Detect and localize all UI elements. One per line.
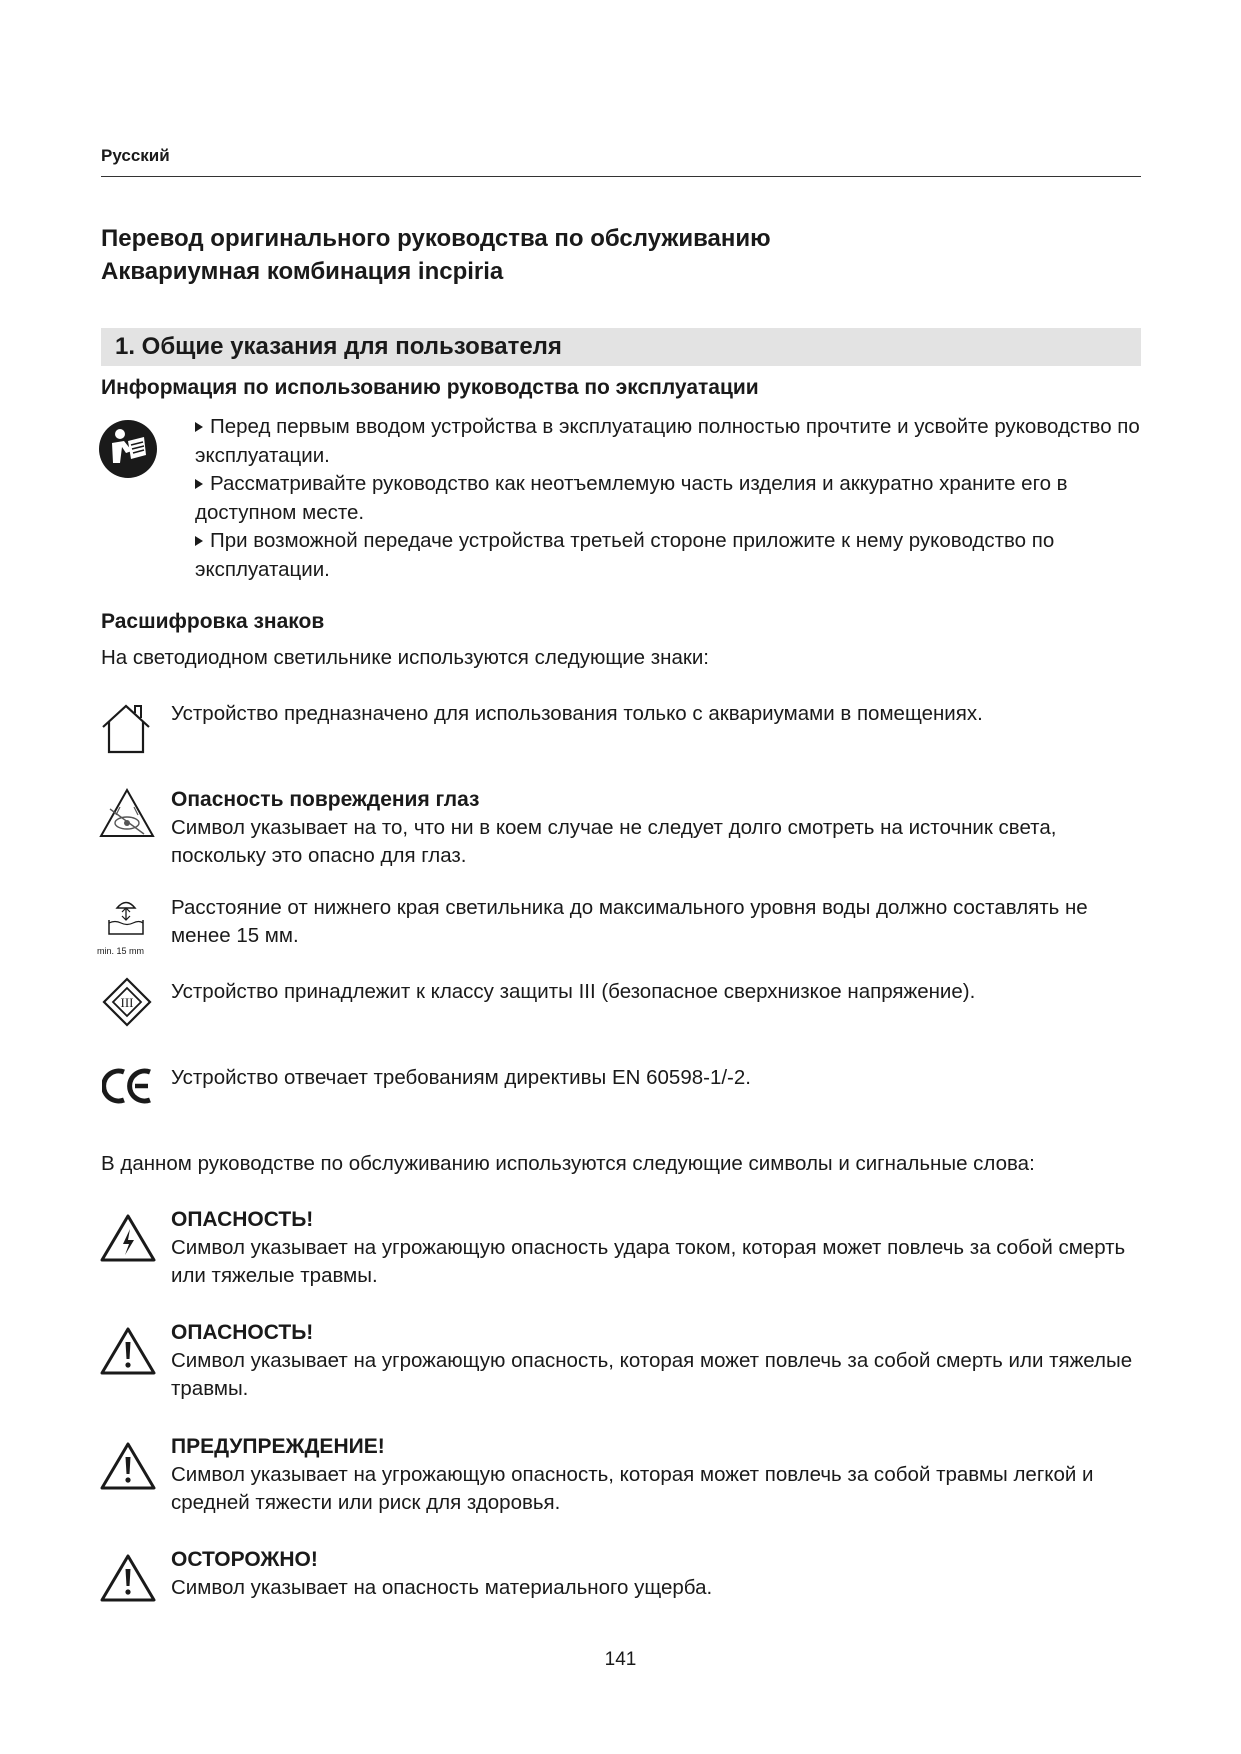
sign-item (171, 1064, 1151, 1092)
symbol-text: Символ указывает на угрожающую опасность, которая может повлечь за собой смерть или тяжелые травмы. (171, 1349, 1133, 1400)
protection-class-icon (102, 977, 152, 1027)
symbol-title: ПРЕДУПРЕЖДЕНИЕ! (171, 1435, 385, 1458)
symbol-item (171, 1546, 1151, 1602)
signs-heading: Расшифровка знаков (101, 610, 325, 633)
symbol-text: Символ указывает на опасность материального ущерба. (171, 1576, 713, 1599)
header-divider (101, 176, 1141, 177)
sign-item (171, 894, 1151, 950)
title-line-1: Перевод оригинального руководства по обслуживанию (101, 225, 771, 252)
page-number: 141 (604, 1649, 637, 1670)
sign-text: Устройство отвечает требованиям директивы EN 60598-1/-2. (171, 1066, 751, 1089)
sign-text: Устройство предназначено для использования только с аквариумами в помещениях. (171, 702, 983, 725)
symbol-item (171, 1433, 1151, 1517)
sign-item (171, 978, 1151, 1006)
bullet-triangle-icon (195, 479, 203, 489)
symbol-title: ОПАСНОСТЬ! (171, 1321, 314, 1344)
signs-intro: На светодиодном светильнике используются следующие знаки: (101, 646, 710, 669)
bullet-triangle-icon (195, 536, 203, 546)
usage-info-heading: Информация по использованию руководства по эксплуатации (101, 376, 759, 399)
title-line-2: Аквариумная комбинация incpiria (101, 258, 504, 285)
bullet-item: При возможной передаче устройства третьей стороне приложите к нему руководство по эксплуатации. (195, 529, 1055, 581)
bullet-item: Перед первым вводом устройства в эксплуатацию полностью прочтите и усвойте руководство по эксплуатации. (195, 415, 1140, 467)
protection-class-label: III (120, 995, 134, 1010)
language-label: Русский (101, 146, 170, 165)
sign-item (171, 700, 1151, 728)
section-heading: 1. Общие указания для пользователя (115, 333, 562, 360)
eye-hazard-icon (98, 787, 156, 839)
symbol-item (171, 1319, 1151, 1403)
read-manual-icon (98, 419, 158, 479)
bullet-item: Рассматривайте руководство как неотъемлемую часть изделия и аккуратно храните его в доступном месте. (195, 472, 1068, 524)
water-distance-label: min. 15 mm (97, 946, 145, 956)
caution-icon (99, 1553, 157, 1603)
document-title (101, 222, 771, 288)
sign-text: Устройство принадлежит к классу защиты III (безопасное сверхнизкое напряжение). (171, 980, 976, 1003)
ce-mark-icon (102, 1066, 154, 1106)
sign-title: Опасность повреждения глаз (171, 788, 480, 811)
water-distance-icon (103, 896, 149, 938)
symbol-text: Символ указывает на угрожающую опасность, которая может повлечь за собой травмы легкой и средней тяжести или риск для здоровья. (171, 1463, 1094, 1514)
warning-icon (99, 1441, 157, 1491)
symbols-intro: В данном руководстве по обслуживанию используются следующие символы и сигнальные слова: (101, 1152, 1035, 1175)
bullet-triangle-icon (195, 422, 203, 432)
usage-bullet-list (195, 413, 1155, 584)
symbol-text: Символ указывает на угрожающую опасность удара током, которая может повлечь за собой смерть или тяжелые травмы. (171, 1236, 1126, 1287)
electric-shock-warning-icon (99, 1213, 157, 1263)
sign-text: Расстояние от нижнего края светильника до максимального уровня воды должно составлять не менее 15 мм. (171, 896, 1088, 947)
symbol-item (171, 1206, 1151, 1290)
danger-warning-icon (99, 1326, 157, 1376)
sign-text: Символ указывает на то, что ни в коем случае не следует долго смотреть на источник света, поскольку это опасно для глаз. (171, 816, 1057, 867)
indoor-house-icon (99, 703, 154, 755)
symbol-title: ОПАСНОСТЬ! (171, 1208, 314, 1231)
symbol-title: ОСТОРОЖНО! (171, 1548, 318, 1571)
sign-item (171, 786, 1151, 870)
